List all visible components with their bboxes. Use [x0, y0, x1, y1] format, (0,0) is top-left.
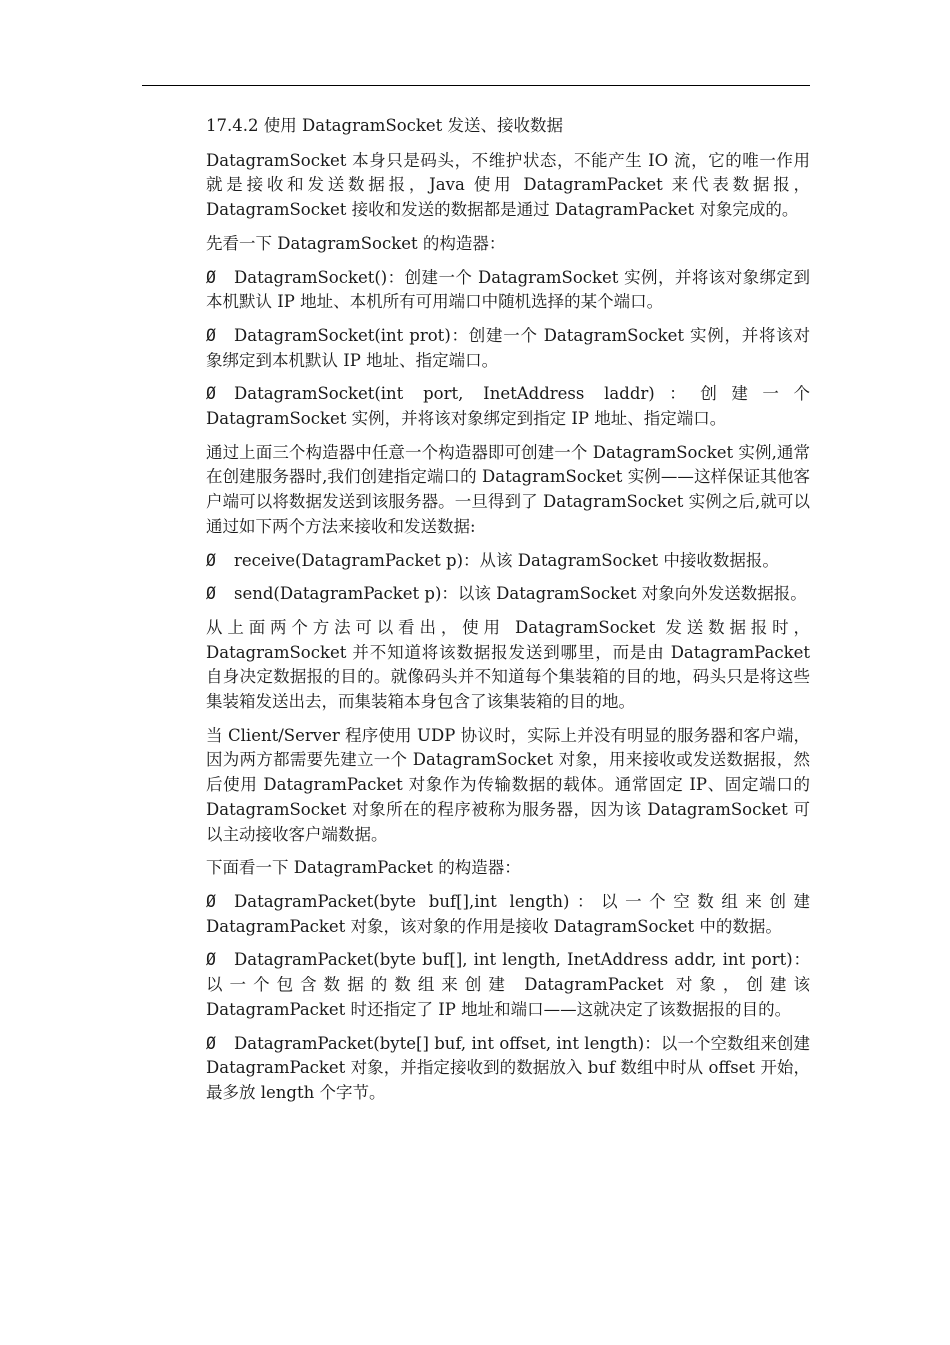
- section-heading: 17.4.2 使用 DatagramSocket 发送、接收数据: [206, 116, 564, 135]
- bullet-marker: Ø: [206, 267, 216, 287]
- bullet-text: DatagramSocket(int prot)：创建一个 DatagramSocket 实例，并将该对象绑定到本机默认 IP 地址、指定端口。: [206, 325, 810, 370]
- bullet-text: DatagramSocket(int port, InetAddress laddr)：创建一个 DatagramSocket 实例，并将该对象绑定到指定 IP 地址、指定端口。: [206, 384, 810, 429]
- bullet-item: [206, 1032, 810, 1106]
- bullet-item: [206, 324, 810, 373]
- bullet-marker: Ø: [206, 550, 216, 570]
- bullet-marker: Ø: [206, 325, 216, 345]
- bullet-marker: Ø: [206, 384, 216, 404]
- page-content: [206, 114, 810, 1115]
- paragraph-intro: DatagramSocket 本身只是码头，不维护状态，不能产生 IO 流，它的唯一作用就是接收和发送数据报，Java 使用 DatagramPacket 来代表数据报，DatagramSocket 接收和发送的数据都是通过 DatagramPacket 对象完成的。: [206, 150, 810, 220]
- bullet-marker: Ø: [206, 950, 216, 970]
- paragraph-client-server: 当 Client/Server 程序使用 UDP 协议时，实际上并没有明显的服务器和客户端，因为两方都需要先建立一个 DatagramSocket 对象，用来接收或发送数据报，然后使用 DatagramPacket 对象作为传输数据的载体。通常固定 IP、固定端口的 DatagramSocket 对象所在的程序被称为服务器，因为该 DatagramSocket 可以主动接收客户端数据。: [206, 725, 810, 844]
- paragraph-constructors-intro: 先看一下 DatagramSocket 的构造器：: [206, 233, 506, 253]
- bullet-item: [206, 948, 810, 1022]
- bullet-marker: Ø: [206, 891, 216, 911]
- bullet-text: receive(DatagramPacket p)：从该 DatagramSocket 中接收数据报。: [234, 550, 779, 570]
- paragraph-create-instance: 通过上面三个构造器中任意一个构造器即可创建一个 DatagramSocket 实例,通常在创建服务器时,我们创建指定端口的 DatagramSocket 实例——这样保证其他客户端可以将数据发送到该服务器。一旦得到了 DatagramSocket 实例之后,就可以通过如下两个方法来接收和发送数据:: [206, 442, 810, 536]
- bullet-item: [206, 266, 810, 315]
- bullet-text: DatagramPacket(byte buf[], int length, InetAddress addr, int port)：以一个包含数据的数组来创建 DatagramPacket 对象，创建该 DatagramPacket 时还指定了 IP 地址和端口——这就决定了该数据报的目的。: [206, 950, 810, 1019]
- header-rule: [142, 85, 810, 86]
- bullet-text: DatagramSocket()：创建一个 DatagramSocket 实例，并将该对象绑定到本机默认 IP 地址、本机所有可用端口中随机选择的某个端口。: [206, 267, 810, 312]
- bullet-item: [206, 549, 810, 574]
- paragraph-destination: 从上面两个方法可以看出，使用 DatagramSocket 发送数据报时，DatagramSocket 并不知道将该数据报发送到哪里，而是由 DatagramPacket 自身决定数据报的目的。就像码头并不知道每个集装箱的目的地，码头只是将这些集装箱发送出去，而集装箱本身包含了该集装箱的目的地。: [206, 617, 810, 712]
- bullet-text: DatagramPacket(byte buf[],int length)：以一个空数组来创建 DatagramPacket 对象，该对象的作用是接收 DatagramSocket 中的数据。: [206, 891, 810, 936]
- bullet-item: [206, 890, 810, 939]
- bullet-marker: Ø: [206, 1033, 216, 1053]
- paragraph-packet-intro: 下面看一下 DatagramPacket 的构造器：: [206, 858, 521, 878]
- bullet-item: [206, 382, 810, 431]
- bullet-item: [206, 582, 810, 607]
- bullet-text: DatagramPacket(byte[] buf, int offset, int length)：以一个空数组来创建 DatagramPacket 对象，并指定接收到的数据放入 buf 数组中时从 offset 开始，最多放 length 个字节。: [206, 1033, 810, 1102]
- bullet-marker: Ø: [206, 584, 216, 604]
- bullet-text: send(DatagramPacket p)：以该 DatagramSocket 对象向外发送数据报。: [234, 584, 807, 604]
